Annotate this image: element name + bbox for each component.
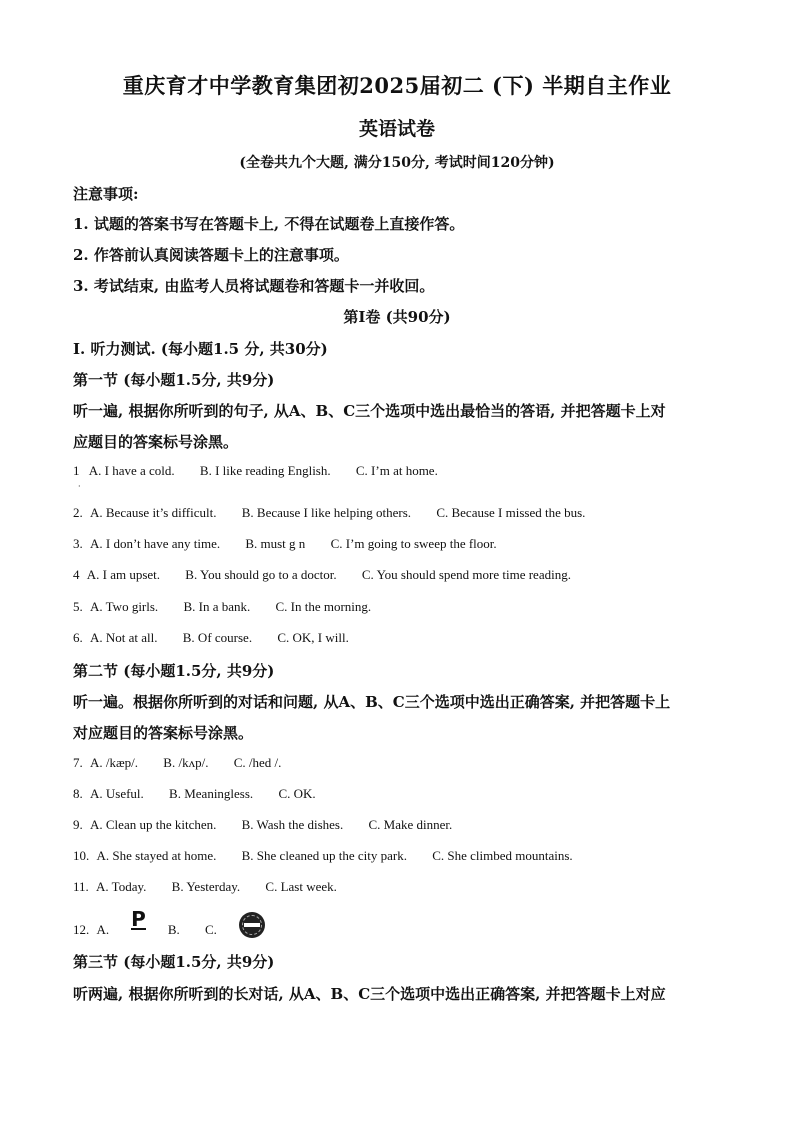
question-row [73,786,316,802]
option-a: A. She stayed at home. [96,848,217,863]
option-a: A. I don’t have any time. [90,536,221,551]
option-c: C. OK, I will. [277,630,349,645]
notes-heading: 注意事项: [73,185,139,203]
instruction-text: 听一遍。根据你所听到的对话和问题, 从A、B、C三个选项中选出正确答案, 并把答题卡上 [73,693,671,711]
parking-sign-icon: P [131,907,146,931]
question-row [73,755,281,771]
option-c: C. Because I missed the bus. [436,505,586,520]
note-item: 3. 考试结束, 由监考人员将试题卷和答题卡一并收回。 [73,277,435,295]
question-row [73,567,571,583]
option-c: C. I’m at home. [355,463,438,478]
option-a: A. Not at all. [90,630,158,645]
option-c: C. You should spend more time reading. [361,567,571,582]
option-b: B. Of course. [182,630,253,645]
note-item: 2. 作答前认真阅读答题卡上的注意事项。 [73,246,349,264]
option-a: A. /kæp/. [90,755,139,770]
instruction-text: 听两遍, 根据你所听到的长对话, 从A、B、C三个选项中选出正确答案, 并把答题卡上对应 [73,985,666,1003]
option-c: C. OK. [278,786,316,801]
question-number: 2. [73,505,83,520]
option-b: B. I like reading English. [199,463,331,478]
option-a: A. [96,922,110,937]
option-c: C. Make dinner. [368,817,453,832]
question-row [73,848,573,864]
question-number: 3. [73,536,83,551]
option-c: C. She climbed mountains. [432,848,573,863]
question-number: 5. [73,599,83,614]
exam-subject: 英语试卷 [358,118,435,140]
question-number: 9. [73,817,83,832]
question-number: 11. [73,879,89,894]
option-a: A. Clean up the kitchen. [90,817,217,832]
option-b: B. In a bank. [183,599,251,614]
question-number: 7. [73,755,83,770]
option-b: B. [167,922,180,937]
question-row [73,505,585,521]
option-b: B. Meaningless. [169,786,254,801]
section-heading: I. 听力测试. (每小题1.5 分, 共30分) [73,340,328,358]
option-b: B. must g n [245,536,306,551]
subsection-heading: 第一节 (每小题1.5分, 共9分) [73,371,275,389]
question-number: 6. [73,630,83,645]
stray-dot: · [78,482,81,491]
option-b: B. She cleaned up the city park. [241,848,407,863]
option-b: B. /kʌp/. [163,755,209,770]
option-b: B. You should go to a doctor. [185,567,337,582]
option-b: B. Wash the dishes. [241,817,344,832]
option-b: B. Because I like helping others. [241,505,412,520]
option-b: B. Yesterday. [171,879,241,894]
option-a: A. I have a cold. [88,463,175,478]
question-number: 1 [73,463,80,478]
option-a: A. Two girls. [90,599,159,614]
note-item: 1. 试题的答案书写在答题卡上, 不得在试题卷上直接作答。 [73,215,465,233]
question-number: 4 [73,567,80,582]
part-heading: 第I卷 (共90分) [343,308,451,326]
question-row-12 [73,907,265,944]
option-a: A. Because it’s difficult. [90,505,217,520]
question-row [73,536,497,552]
question-number: 12. [73,922,90,937]
option-a: A. Useful. [90,786,144,801]
instruction-text: 应题目的答案标号涂黑。 [73,433,239,451]
question-number: 8. [73,786,83,801]
option-a: A. I am upset. [86,567,161,582]
option-c: C. I’m going to sweep the floor. [330,536,497,551]
subsection-heading: 第二节 (每小题1.5分, 共9分) [73,662,275,680]
option-c: C. /hed /. [233,755,282,770]
subsection-heading: 第三节 (每小题1.5分, 共9分) [73,953,275,971]
question-number: 10. [73,848,90,863]
exam-info: (全卷共九个大题, 满分150分, 考试时间120分钟) [239,155,555,171]
instruction-text: 听一遍, 根据你所听到的句子, 从A、B、C三个选项中选出最恰当的答语, 并把答题卡上对 [73,402,666,420]
question-row [73,879,337,895]
question-row [73,599,371,615]
no-entry-sign-icon [239,912,265,938]
option-c: C. Last week. [265,879,337,894]
option-c: C. In the morning. [275,599,372,614]
option-a: A. Today. [96,879,147,894]
question-row [73,630,349,646]
exam-title: 重庆育才中学教育集团初2025届初二 (下) 半期自主作业 [122,73,672,98]
option-c: C. [204,922,217,937]
question-row [73,463,438,479]
question-row [73,817,452,833]
instruction-text: 对应题目的答案标号涂黑。 [73,724,254,742]
